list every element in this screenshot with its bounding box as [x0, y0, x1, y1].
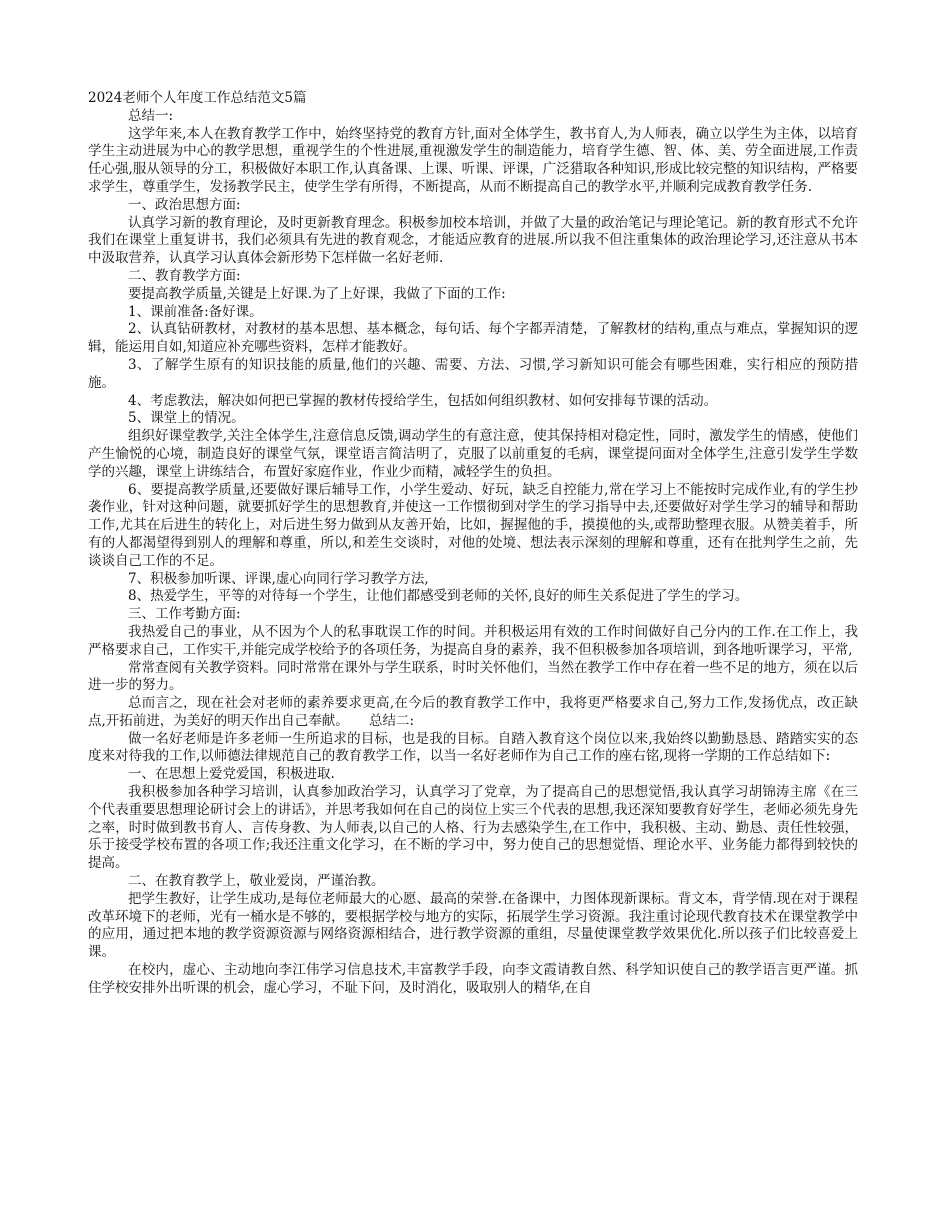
- paragraph: 三、工作考勤方面:: [128, 606, 241, 623]
- document-title: 2024老师个人年度工作总结范文5篇: [88, 90, 307, 106]
- document-page: [88, 90, 858, 998]
- paragraph: 二、教育教学方面:: [128, 267, 241, 284]
- paragraph: 要提高教学质量,关键是上好课.为了上好课，我做了下面的工作:: [128, 285, 506, 302]
- paragraph: 一、政治思想方面:: [128, 196, 241, 213]
- paragraph: 常常查阅有关教学资料。同时常常在课外与学生联系，时时关怀他们，当然在教学工作中存在着一些不足的地方，须在以后进一步的努力。: [88, 659, 858, 694]
- paragraph: 二、在教育教学上，敬业爱岗，严谨治教。: [128, 873, 385, 890]
- paragraph: 5、课堂上的情况。: [128, 410, 245, 427]
- paragraph: 2、认真钻研教材，对教材的基本思想、基本概念，每句话、每个字都弄清楚，了解教材的结构,重点与难点，掌握知识的逻辑，能运用自如,知道应补充哪些资料，怎样才能教好。: [88, 321, 858, 356]
- paragraph: 4、考虑教法，解决如何把已掌握的教材传授给学生，包括如何组织教材、如何安排每节课的活动。: [128, 392, 718, 409]
- paragraph: 8、热爱学生，平等的对待每一个学生，让他们都感受到老师的关怀,良好的师生关系促进了学生的学习。: [128, 588, 749, 605]
- paragraph: 在校内，虚心、主动地向李江伟学习信息技术,丰富教学手段，向李文霞请教自然、科学知识使自己的教学语言更严谨。抓住学校安排外出听课的机会，虚心学习，不耻下问，及时消化，吸取别人的精华,在自: [88, 962, 858, 996]
- paragraph: 把学生教好，让学生成功,是每位老师最大的心愿、最高的荣誉.在备课中，力图体现新课标。背文本，背学情.现在对于课程改革环境下的老师，光有一桶水是不够的，要根据学校与地方的实际，拓展学生学习资源。我注重讨论现代教育技术在课堂教学中的应用，通过把本地的教学资源资源与网络资源相结合，进行教学资源的重组，尽量使课堂教学效果优化.所以孩子们比较喜爱上课。: [88, 890, 858, 961]
- paragraph: 这学年来,本人在教育教学工作中，始终坚持党的教育方针,面对全体学生，教书育人,为人师表，确立以学生为主体，以培育学生主动进展为中心的教学思想，重视学生的个性进展,重视激发学生的制造能力，培育学生德、智、体、美、劳全面进展,工作责任心强,服从领导的分工，积极做好本职工作,认真备课、上课、听课、评课，广泛猎取各种知识,形成比较完整的知识结构，严格要求学生，尊重学生，发扬教学民主，使学生学有所得，不断提高，从而不断提高自己的教学水平,并顺利完成教育教学任务.: [88, 125, 858, 195]
- paragraph: 认真学习新的教育理论，及时更新教育理念。积极参加校本培训，并做了大量的政治笔记与理论笔记。新的教育形式不允许我们在课堂上重复讲书，我们必须具有先进的教育观念，才能适应教育的进展.所以我不但注重集体的政治理论学习,还注意从书本中汲取营养，认真学习认真体会新形势下怎样做一名好老师.: [88, 214, 858, 267]
- document-body: [88, 108, 858, 998]
- paragraph: 我积极参加各种学习培训，认真参加政治学习，认真学习了党章，为了提高自己的思想觉悟,我认真学习胡锦涛主席《在三个代表重要思想理论研讨会上的讲话》，并思考我如何在自己的岗位上实三个代表的思想,我还深知要教育好学生，老师必须先身先之率，时时做到教书育人、言传身教、为人师表,以自己的人格、行为去感染学生,在工作中，我积极、主动、勤恳、责任性较强，乐于接受学校布置的各项工作;我还注重文化学习，在不断的学习中，努力使自己的思想觉悟、理论水平、业务能力都得到较快的提高。: [88, 784, 858, 872]
- paragraph: 一、在思想上爱党爱国，积极进取.: [128, 766, 335, 783]
- paragraph: 组织好课堂教学,关注全体学生,注意信息反馈,调动学生的有意注意，使其保持相对稳定性，同时，激发学生的情感，使他们产生愉悦的心境，制造良好的课堂气氛，课堂语言简洁明了，克服了以前重复的毛病，课堂提问面对全体学生,注意引发学生学数学的兴趣，课堂上讲练结合，布置好家庭作业，作业少而精，减轻学生的负担。: [88, 428, 858, 480]
- paragraph: 总结一:: [128, 107, 174, 124]
- paragraph: 3、了解学生原有的知识技能的质量,他们的兴趣、需要、方法、习惯,学习新知识可能会有哪些困难，实行相应的预防措施。: [88, 356, 858, 391]
- paragraph: 做一名好老师是许多老师一生所追求的目标，也是我的目标。自踏入教育这个岗位以来,我始终以勤勤恳恳、踏踏实实的态度来对待我的工作,以师德法律规范自己的教育教学工作，以当一名好老师作为自己工作的座右铭,现将一学期的工作总结如下:: [88, 730, 858, 765]
- paragraph: 总而言之，现在社会对老师的素养要求更高,在今后的教育教学工作中，我将更严格要求自己,努力工作,发扬优点，改正缺点,开拓前进，为美好的明天作出自己奉献。 总结二:: [88, 695, 858, 729]
- paragraph: 我热爱自己的事业，从不因为个人的私事耽误工作的时间。并积极运用有效的工作时间做好自己分内的工作.在工作上，我严格要求自己，工作实干,并能完成学校给予的各项任务，为提高自身的素养，我不但积极参加各项培训，到各地听课学习，平常,: [88, 623, 858, 658]
- paragraph: 6、要提高教学质量,还要做好课后辅导工作，小学生爱动、好玩，缺乏自控能力,常在学习上不能按时完成作业,有的学生抄袭作业，针对这种问题，就要抓好学生的思想教育,并使这一工作惯彻到对学生的学习指导中去,还要做好对学生学习的辅导和帮助工作,尤其在后进生的转化上，对后进生努力做到从友善开始，比如，握握他的手，摸摸他的头,或帮助整理衣服。从赞美着手，所有的人都渴望得到别人的理解和尊重，所以,和差生交谈时，对他的处境、想法表示深刻的理解和尊重，还有在批判学生之前，先谈谈自己工作的不足。: [88, 481, 858, 569]
- paragraph: 7、积极参加听课、评课,虚心向同行学习教学方法,: [128, 570, 429, 587]
- paragraph: 1、课前准备:备好课。: [128, 303, 263, 320]
